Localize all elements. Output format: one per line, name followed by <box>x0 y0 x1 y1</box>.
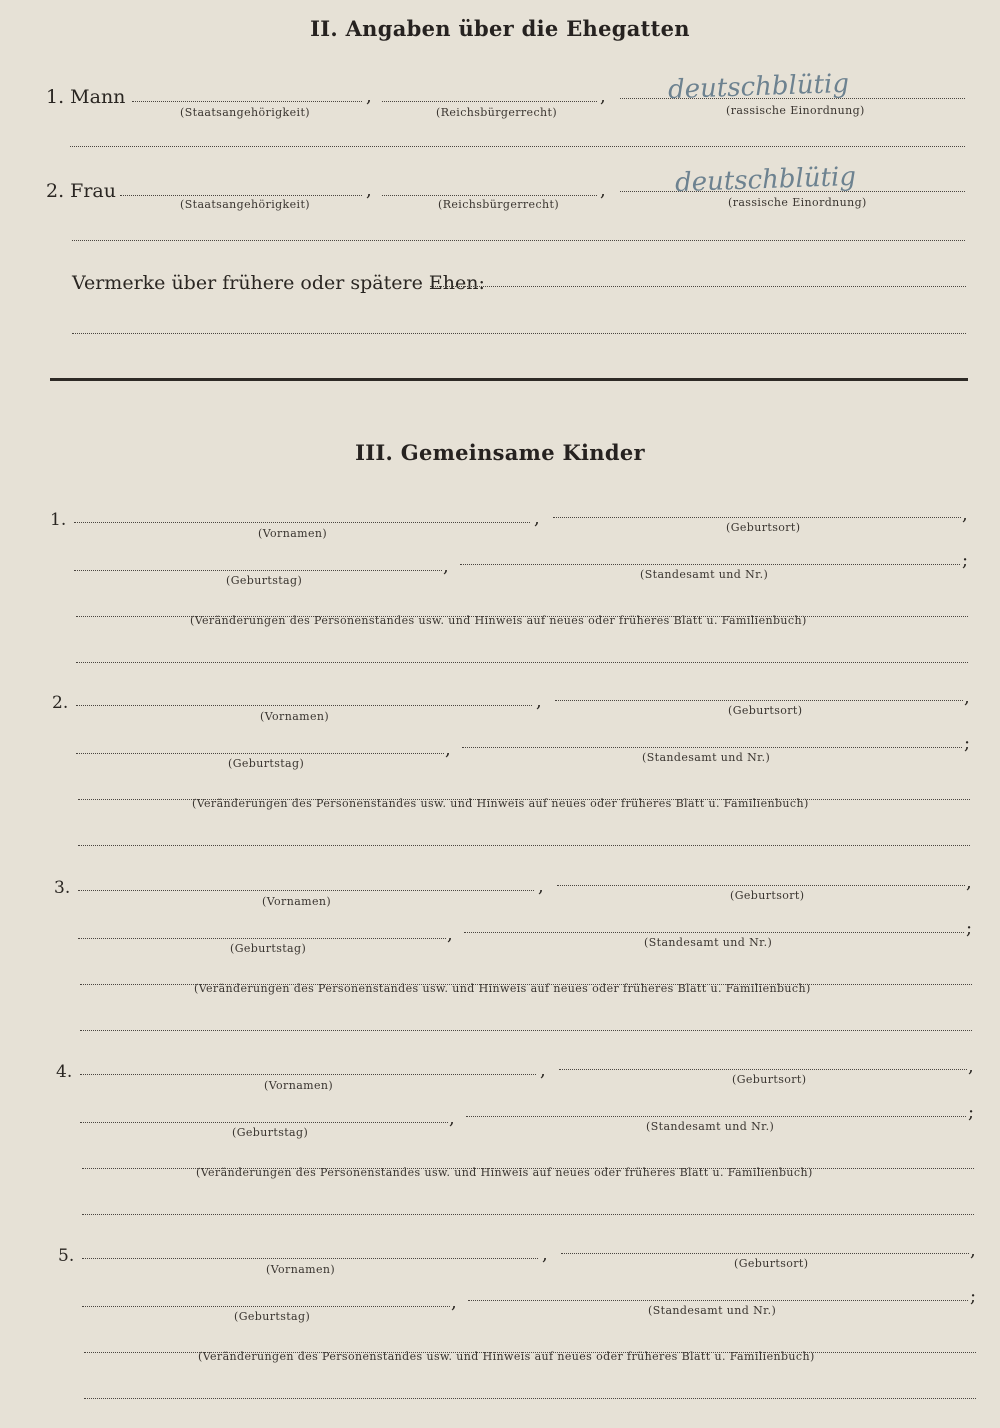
caption-geburtstag: (Geburtstag) <box>226 574 303 587</box>
child-geburtstag-field[interactable] <box>74 570 442 571</box>
woman-citizenship-field[interactable] <box>120 195 362 196</box>
comma: , <box>966 872 972 893</box>
semicolon: ; <box>964 733 971 754</box>
comma: , <box>538 876 544 897</box>
child-number: 1. <box>50 510 67 530</box>
child-standesamt-field[interactable] <box>468 1300 968 1301</box>
child-vornamen-field[interactable] <box>80 1074 536 1075</box>
man-reich-field[interactable] <box>382 101 597 102</box>
caption-changes: (Veränderungen des Personenstandes usw. und Hinweis auf neues oder früheres Blatt u. Familienbuch) <box>196 1166 813 1179</box>
child-number: 4. <box>56 1062 73 1082</box>
caption-reich: (Reichsbürgerrecht) <box>438 198 560 211</box>
caption-standesamt: (Standesamt und Nr.) <box>642 751 771 764</box>
child-number: 5. <box>58 1246 75 1266</box>
child-number: 2. <box>52 693 69 713</box>
caption-race: (rassische Einordnung) <box>728 196 867 209</box>
child-geburtsort-field[interactable] <box>559 1069 967 1070</box>
child-vornamen-field[interactable] <box>74 522 530 523</box>
semicolon: ; <box>968 1102 975 1123</box>
caption-vornamen: (Vornamen) <box>258 527 328 540</box>
comma: , <box>443 556 449 577</box>
caption-geburtsort: (Geburtsort) <box>726 521 801 534</box>
child-geburtstag-field[interactable] <box>76 753 444 754</box>
child-changes-field-2[interactable] <box>84 1398 976 1399</box>
caption-race: (rassische Einordnung) <box>726 104 865 117</box>
caption-citizenship: (Staatsangehörigkeit) <box>180 198 310 211</box>
child-geburtstag-field[interactable] <box>78 938 446 939</box>
caption-standesamt: (Standesamt und Nr.) <box>644 936 773 949</box>
caption-geburtsort: (Geburtsort) <box>728 704 803 717</box>
caption-changes: (Veränderungen des Personenstandes usw. und Hinweis auf neues oder früheres Blatt u. Familienbuch) <box>194 982 811 995</box>
caption-changes: (Veränderungen des Personenstandes usw. und Hinweis auf neues oder früheres Blatt u. Familienbuch) <box>190 614 807 627</box>
child-number: 3. <box>54 878 71 898</box>
comma: , <box>445 739 451 760</box>
child-geburtstag-field[interactable] <box>80 1122 448 1123</box>
caption-geburtsort: (Geburtsort) <box>730 889 805 902</box>
man-extra-line[interactable] <box>70 146 965 147</box>
caption-changes: (Veränderungen des Personenstandes usw. und Hinweis auf neues oder früheres Blatt u. Familienbuch) <box>198 1350 815 1363</box>
child-changes-field-2[interactable] <box>76 662 968 663</box>
child-vornamen-field[interactable] <box>78 890 534 891</box>
comma: , <box>534 508 540 529</box>
semicolon: ; <box>962 550 969 571</box>
semicolon: ; <box>970 1286 977 1307</box>
child-changes-field-2[interactable] <box>82 1214 974 1215</box>
comma: , <box>451 1292 457 1313</box>
child-geburtsort-field[interactable] <box>553 517 961 518</box>
comma: , <box>449 1108 455 1129</box>
woman-reich-field[interactable] <box>382 195 597 196</box>
child-geburtstag-field[interactable] <box>82 1306 450 1307</box>
caption-standesamt: (Standesamt und Nr.) <box>648 1304 777 1317</box>
caption-standesamt: (Standesamt und Nr.) <box>646 1120 775 1133</box>
child-vornamen-field[interactable] <box>82 1258 538 1259</box>
child-standesamt-field[interactable] <box>462 747 962 748</box>
comma: , <box>366 86 372 107</box>
section3-title: III. Gemeinsame Kinder <box>355 440 645 465</box>
comma: , <box>600 180 606 201</box>
remarks-label: Vermerke über frühere oder spätere Ehen: <box>72 272 485 294</box>
comma: , <box>542 1244 548 1265</box>
comma: , <box>536 691 542 712</box>
man-race-handwriting: deutschblütig <box>667 68 850 106</box>
woman-race-handwriting: deutschblütig <box>674 161 857 199</box>
child-changes-field-2[interactable] <box>78 845 970 846</box>
child-vornamen-field[interactable] <box>76 705 532 706</box>
woman-extra-line[interactable] <box>72 240 965 241</box>
woman-label: 2. Frau <box>46 180 116 202</box>
man-label: 1. Mann <box>46 86 126 108</box>
caption-changes: (Veränderungen des Personenstandes usw. und Hinweis auf neues oder früheres Blatt u. Familienbuch) <box>192 797 809 810</box>
caption-vornamen: (Vornamen) <box>262 895 332 908</box>
child-standesamt-field[interactable] <box>466 1116 966 1117</box>
caption-geburtstag: (Geburtstag) <box>234 1310 311 1323</box>
semicolon: ; <box>966 918 973 939</box>
caption-reich: (Reichsbürgerrecht) <box>436 106 558 119</box>
comma: , <box>447 924 453 945</box>
comma: , <box>970 1240 976 1261</box>
child-geburtsort-field[interactable] <box>561 1253 969 1254</box>
child-geburtsort-field[interactable] <box>557 885 965 886</box>
caption-vornamen: (Vornamen) <box>260 710 330 723</box>
caption-citizenship: (Staatsangehörigkeit) <box>180 106 310 119</box>
caption-vornamen: (Vornamen) <box>264 1079 334 1092</box>
caption-geburtstag: (Geburtstag) <box>228 757 305 770</box>
man-citizenship-field[interactable] <box>132 101 362 102</box>
section2-title: II. Angaben über die Ehegatten <box>310 16 690 41</box>
child-geburtsort-field[interactable] <box>555 700 963 701</box>
comma: , <box>968 1056 974 1077</box>
comma: , <box>540 1060 546 1081</box>
child-changes-field-2[interactable] <box>80 1030 972 1031</box>
caption-standesamt: (Standesamt und Nr.) <box>640 568 769 581</box>
caption-vornamen: (Vornamen) <box>266 1263 336 1276</box>
comma: , <box>962 504 968 525</box>
comma: , <box>366 180 372 201</box>
comma: , <box>964 687 970 708</box>
caption-geburtsort: (Geburtsort) <box>734 1257 809 1270</box>
caption-geburtstag: (Geburtstag) <box>232 1126 309 1139</box>
comma: , <box>600 86 606 107</box>
remarks-field-1[interactable] <box>430 286 966 287</box>
child-standesamt-field[interactable] <box>464 932 964 933</box>
section-divider <box>50 378 968 381</box>
remarks-field-2[interactable] <box>72 333 966 334</box>
child-standesamt-field[interactable] <box>460 564 960 565</box>
caption-geburtstag: (Geburtstag) <box>230 942 307 955</box>
caption-geburtsort: (Geburtsort) <box>732 1073 807 1086</box>
